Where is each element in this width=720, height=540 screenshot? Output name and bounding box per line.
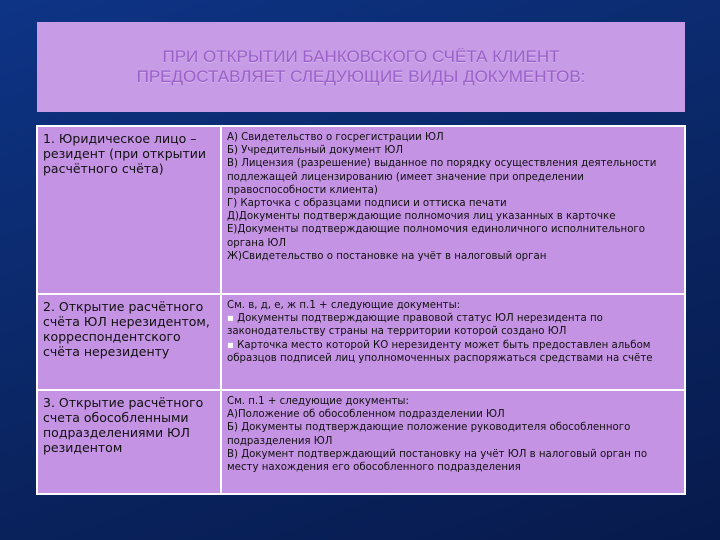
table-row [37, 294, 685, 390]
document-line: А) Свидетельство о госрегистрации ЮЛ [227, 132, 444, 143]
documents-table [36, 125, 686, 495]
bullet-document-line: ▪ Карточка место которой КО нерезиденту может быть предоставлен альбом образцов подписей лиц уполномоченных распоряжаться средствами на счёте [227, 339, 679, 365]
documents-cell [221, 126, 685, 294]
document-line: А)Положение об обособленном подразделении ЮЛ [227, 409, 505, 421]
document-line: См. п.1 + следующие документы: [227, 396, 409, 407]
document-line: Г) Карточка с образцами подписи и оттиска печати [227, 198, 507, 210]
document-line: Д)Документы подтверждающие полномочия лиц указанных в карточке [227, 211, 616, 223]
bullet-document-line: ▪ Документы подтверждающие правовой статус ЮЛ нерезидента по законодательству страны на территории которой создано ЮЛ [227, 312, 679, 338]
documents-cell [221, 294, 685, 390]
document-line: Ж)Свидетельство о постановке на учёт в налоговый орган [227, 250, 547, 262]
document-line: Б) Документы подтверждающие положение руководителя обособленного подразделения ЮЛ [227, 422, 631, 447]
row-header-cell: 3. Открытие расчётного счета обособленными подразделениями ЮЛ резидентом [37, 390, 221, 494]
document-line: В) Лицензия (разрешение) выданное по порядку осуществления деятельности подлежащей лицензированию (имеет значение при определении правоспособности клиента) [227, 158, 657, 196]
documents-cell [221, 390, 685, 494]
slide-title: ПРИ ОТКРЫТИИ БАНКОВСКОГО СЧЁТА КЛИЕНТ ПРЕДОСТАВЛЯЕТ СЛЕДУЮЩИЕ ВИДЫ ДОКУМЕНТОВ: [136, 47, 586, 86]
table-row [37, 390, 685, 494]
row-header-cell: 2. Открытие расчётного счёта ЮЛ нерезидентом, корреспондентского счёта нерезиденту [37, 294, 221, 390]
document-line: В) Документ подтверждающий постановку на учёт ЮЛ в налоговый орган по месту нахождения его обособленного подразделения [227, 448, 648, 474]
table-row [37, 126, 685, 294]
row-header-cell: 1. Юридическое лицо – резидент (при открытии расчётного счёта) [37, 126, 221, 294]
title-box [37, 22, 685, 112]
document-line: См. в, д, е, ж п.1 + следующие документы: [227, 300, 461, 311]
document-line: Б) Учредительный документ ЮЛ [227, 145, 404, 157]
document-line: Е)Документы подтверждающие полномочия единоличного исполнительного органа ЮЛ [227, 224, 646, 249]
